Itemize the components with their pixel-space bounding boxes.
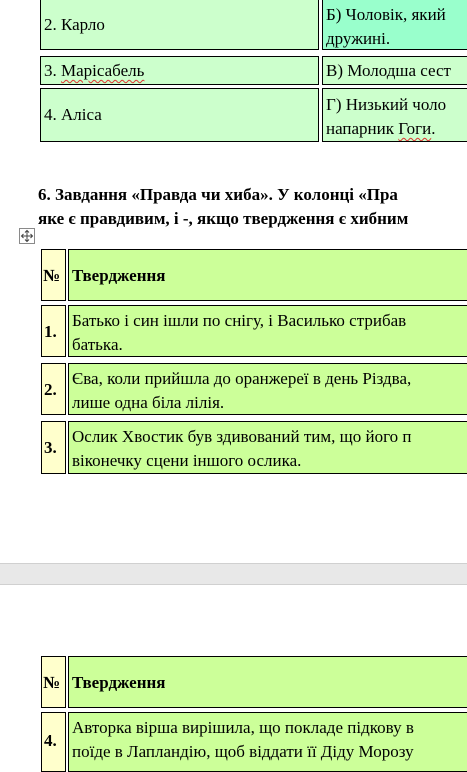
match-right-text: Б) Чоловік, який <box>326 5 446 24</box>
statement-text: лише одна біла лілія. <box>72 393 225 412</box>
match-left-text: 2. Карло <box>44 15 105 34</box>
row-number-text: 4. <box>44 731 57 750</box>
table-row-statement <box>68 421 467 474</box>
table-move-handle-icon[interactable] <box>19 228 35 244</box>
statement-text: Ослик Хвостик був здивований тим, що його п <box>72 427 412 446</box>
match-right-text: В) Молодша сест <box>326 61 451 80</box>
header-statement-text: Твердження <box>72 673 166 692</box>
table-row-number <box>41 421 66 474</box>
table-row-statement <box>68 712 467 772</box>
table-header-statement <box>68 656 467 708</box>
header-statement-text: Твердження <box>72 266 166 285</box>
match-left-name: Марісабель <box>61 61 145 80</box>
statement-text: поїде в Лапландію, щоб віддати її Діду Морозу <box>72 742 414 761</box>
match-left-cell <box>40 0 319 50</box>
row-number-text: 2. <box>44 380 57 399</box>
statement-text: Єва, коли прийшла до оранжереї в день Різдва, <box>72 369 412 388</box>
match-left-text: 4. Аліса <box>44 105 102 124</box>
task6-title-line1: 6. Завдання «Правда чи хиба». У колонці «Пра <box>38 185 398 204</box>
table-row-statement <box>68 305 467 357</box>
table-row-statement <box>68 363 467 415</box>
match-left-cell <box>40 56 319 85</box>
statement-text: віконечку сцени іншого ослика. <box>72 451 302 470</box>
match-right-text: напарник <box>326 119 399 138</box>
table-header-number <box>41 249 66 301</box>
table-row-number <box>41 712 66 772</box>
statement-text: Батько і син ішли по снігу, і Василько стрибав <box>72 311 407 330</box>
table-header-number <box>41 656 66 708</box>
table-row-number <box>41 363 66 415</box>
match-left-number: 3. <box>44 61 61 80</box>
header-number-text: № <box>43 673 61 692</box>
match-right-cell <box>322 56 467 85</box>
task6-title-line2: яке є правдивим, і -, якщо твердження є хибним <box>38 209 409 228</box>
match-right-text: дружині. <box>326 29 391 48</box>
match-right-word: Гоги <box>398 119 432 138</box>
match-right-cell <box>322 88 467 142</box>
row-number-text: 1. <box>44 322 57 341</box>
table-row-number <box>41 305 66 357</box>
match-right-cell <box>322 0 467 50</box>
page-break <box>0 563 467 585</box>
match-right-text: Г) Низький чоло <box>326 95 447 114</box>
statement-text: батька. <box>72 335 123 354</box>
statement-text: Авторка вірша вирішила, що покладе підкову в <box>72 718 414 737</box>
match-left-cell <box>40 88 319 142</box>
row-number-text: 3. <box>44 438 57 457</box>
match-right-punct: . <box>431 119 436 138</box>
header-number-text: № <box>43 266 61 285</box>
table-header-statement <box>68 249 467 301</box>
